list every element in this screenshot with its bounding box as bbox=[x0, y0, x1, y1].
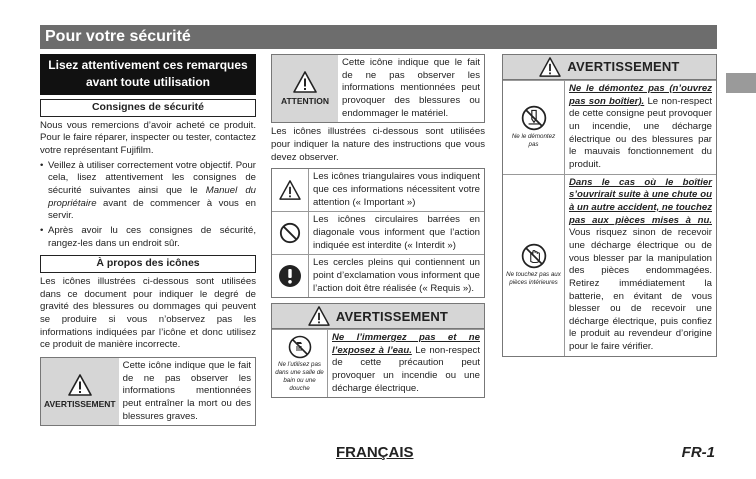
caution-legend-box bbox=[271, 54, 485, 123]
do-not-touch-icon bbox=[521, 243, 547, 269]
caution-legend-label: ATTENTION bbox=[280, 95, 329, 106]
icon-row-mandatory bbox=[272, 254, 484, 297]
banner-line-2: avant toute utilisation bbox=[85, 75, 210, 90]
list-item-text: Veillez à utiliser correctement votre objectif. Pour cela, lisez attentivement les consignes de sécurité suivantes ainsi que le bbox=[48, 159, 256, 196]
warning-heading-text: AVERTISSEMENT bbox=[335, 308, 449, 324]
manual-reference: Manuel du propriétaire bbox=[48, 184, 256, 209]
about-icons-heading: À propos des icônes bbox=[40, 255, 256, 273]
mandatory-exclamation-icon bbox=[278, 264, 302, 288]
icon-row-text: Les icônes circulaires barrées en diagonale vous informent que l’action indiquée est interdite (« Interdit ») bbox=[308, 212, 484, 254]
warning-lead: Dans le cas où le boîtier s’ouvrirait suite à une chute ou à un autre accident, ne touchez pas aux pièces mises à nu. bbox=[569, 176, 712, 226]
warning-row-text bbox=[328, 330, 484, 397]
warning-lead: Ne le démontez pas (n’ouvrez pas son boîtier). bbox=[569, 83, 712, 107]
disassembly-warning-box bbox=[502, 54, 717, 357]
page-number: FR-1 bbox=[681, 444, 715, 461]
warning-legend-box bbox=[40, 357, 256, 426]
icon-row-important bbox=[272, 169, 484, 211]
language-label: FRANÇAIS bbox=[336, 444, 414, 461]
page-title: Pour votre sécurité bbox=[40, 25, 717, 49]
warning-row-text bbox=[565, 81, 716, 174]
no-shower-icon bbox=[288, 335, 312, 359]
warning-legend-text: Cette icône indique que le fait de ne pas observer les informations mentionnées peut entraîner la mort ou des blessures graves. bbox=[122, 360, 251, 422]
icon-cell bbox=[272, 212, 308, 254]
column-1 bbox=[40, 54, 256, 426]
list-item-text: avant de commencer à vous en servir. bbox=[48, 197, 256, 222]
icon-caption: Ne touchez pas aux pièces intérieures bbox=[506, 271, 561, 287]
icon-caption: Ne l’utilisez pas dans une salle de bain ou une douche bbox=[275, 360, 324, 392]
icon-row-prohibited bbox=[272, 211, 484, 254]
warning-row-text bbox=[565, 175, 716, 356]
read-carefully-banner bbox=[40, 54, 256, 95]
warning-detail: Le non-respect de cette consigne peut provoquer un incendie, une décharge électrique ou des blessures par le mauvais fonctionnement du produit. bbox=[569, 95, 712, 170]
safety-instructions-heading: Consignes de sécurité bbox=[40, 99, 256, 117]
list-item bbox=[48, 160, 256, 223]
icon-cell bbox=[272, 330, 328, 397]
instruction-icons-table bbox=[271, 168, 485, 298]
icons-intro-paragraph: Les icônes illustrées ci-dessous sont utilisées dans ce document pour indiquer le degré de gravité des blessures ou dommages qui peuvent se produire si vous n’observez pas les informations indiquées par l’icône et donc utilisez ce produit de manière incorrecte. bbox=[40, 276, 256, 351]
icon-row-text: Les icônes triangulaires vous indiquent que ces informations nécessitent votre attention (« Important ») bbox=[308, 169, 484, 211]
column-2 bbox=[271, 54, 485, 398]
caution-legend-icon-cell bbox=[272, 55, 338, 122]
list-item: • Après avoir lu ces consignes de sécurité, rangez-les dans un endroit sûr. bbox=[48, 225, 256, 250]
warning-triangle-icon bbox=[539, 57, 561, 77]
icon-row-text: Les cercles pleins qui contiennent un point d’exclamation vous informent que l’action doit être réalisée (« Requis »). bbox=[308, 255, 484, 297]
icon-caption: Ne le démontez pas bbox=[511, 133, 556, 149]
warning-legend-icon-cell bbox=[41, 358, 119, 425]
icon-cell bbox=[272, 169, 308, 211]
instruction-icons-intro: Les icônes illustrées ci-dessous sont utilisées pour indiquer la nature des instructions que vous devez observer. bbox=[271, 126, 485, 163]
caution-legend-text: Cette icône indique que le fait de ne pas observer les informations mentionnées peut provoquer des blessures ou endommager le matériel. bbox=[342, 57, 480, 119]
warning-triangle-icon bbox=[279, 180, 301, 200]
prohibited-circle-icon bbox=[279, 222, 301, 244]
warning-row bbox=[503, 174, 716, 356]
warning-header bbox=[503, 55, 716, 80]
warning-heading-text: AVERTISSEMENT bbox=[567, 59, 680, 75]
column-3 bbox=[502, 54, 717, 357]
banner-line-1: Lisez attentivement ces remarques bbox=[48, 58, 248, 72]
warning-triangle-icon bbox=[308, 306, 330, 326]
icon-cell bbox=[503, 81, 565, 174]
warning-row bbox=[503, 80, 716, 174]
icon-cell bbox=[503, 175, 565, 356]
warning-legend-label: AVERTISSEMENT bbox=[44, 398, 116, 409]
warning-lead: Ne l’immergez pas et ne l’exposez à l’eau. bbox=[332, 332, 480, 356]
warning-detail: Vous risquez sinon de recevoir une décharge électrique ou de vous blesser par la manipulation des pièces endommagées. Retirez immédiatement la batterie, en évitant de vous blesser ou de recevoir une décharge électrique, puis confiez le produit au revendeur d’origine pour le faire vérifier. bbox=[569, 227, 712, 353]
no-disassembly-icon bbox=[521, 105, 547, 131]
warning-triangle-icon bbox=[68, 374, 92, 396]
intro-paragraph: Nous vous remercions d’avoir acheté ce produit. Pour le faire réparer, inspecter ou tester, contactez votre représentant Fujifilm. bbox=[40, 119, 256, 156]
section-tab-marker bbox=[726, 73, 756, 93]
instructions-list bbox=[40, 160, 256, 251]
warning-detail: Le non-respect de cette précaution peut provoquer un incendie ou une décharge électrique. bbox=[332, 344, 480, 394]
warning-header bbox=[272, 304, 484, 329]
warning-row bbox=[272, 329, 484, 397]
warning-triangle-icon bbox=[293, 71, 317, 93]
icon-cell bbox=[272, 255, 308, 297]
water-warning-box bbox=[271, 303, 485, 398]
